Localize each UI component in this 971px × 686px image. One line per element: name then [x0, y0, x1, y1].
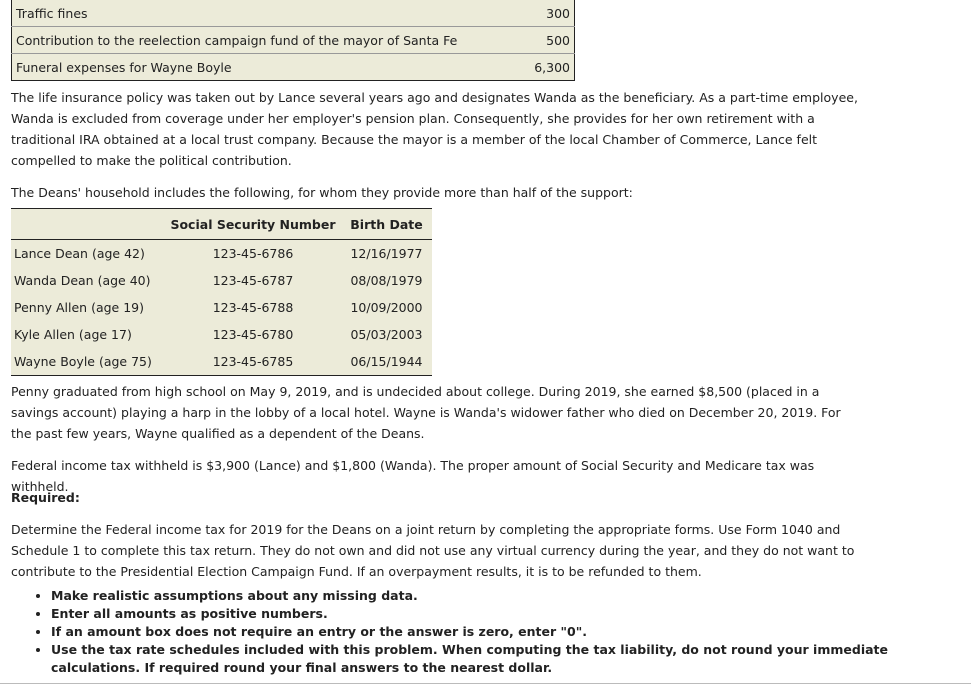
required-heading: Required: [11, 490, 80, 505]
household-intro-paragraph: The Deans' household includes the following, for whom they provide more than half of the support: [11, 185, 633, 200]
instructions-list [11, 587, 951, 677]
table-row [12, 0, 575, 27]
dependent-ssn: 123-45-6786 [165, 240, 341, 268]
dependent-name: Wanda Dean (age 40) [11, 267, 165, 294]
dependent-name: Penny Allen (age 19) [11, 294, 165, 321]
bottom-divider [0, 683, 971, 684]
birth-date-column-header: Birth Date [341, 209, 432, 240]
table-row [12, 54, 575, 81]
expense-amount: 300 [546, 5, 570, 21]
dependent-birth-date: 08/08/1979 [341, 267, 432, 294]
expense-amount: 500 [486, 27, 575, 54]
dependent-birth-date: 05/03/2003 [341, 321, 432, 348]
expense-label: Funeral expenses for Wayne Boyle [12, 54, 487, 81]
table-header-row [11, 209, 432, 240]
dependent-name: Kyle Allen (age 17) [11, 321, 165, 348]
dependent-ssn: 123-45-6788 [165, 294, 341, 321]
required-paragraph: Determine the Federal income tax for 2019 for the Deans on a joint return by completing the appropriate forms. Use Form 1040 and Schedule 1 to complete this tax return. They do not own and did not use any virtual currency during the year, and they do not want to contribute to the Presidential Election Campaign Fund. If an overpayment results, it is to be refunded to them. [11, 522, 855, 579]
dependent-name: Lance Dean (age 42) [11, 240, 165, 268]
dependents-table [11, 208, 432, 376]
ssn-column-header: Social Security Number [165, 209, 341, 240]
table-row [11, 348, 432, 376]
table-row [11, 294, 432, 321]
name-column-header [11, 209, 165, 240]
expense-amount: 6,300 [486, 54, 575, 81]
withholding-paragraph: Federal income tax withheld is $3,900 (Lance) and $1,800 (Wanda). The proper amount of Social Security and Medicare tax was withheld. [11, 458, 815, 494]
table-row [12, 27, 575, 54]
list-item: • Use the tax rate schedules included with this problem. When computing the tax liability, do not round your immediate calculations. If required round your final answers to the nearest dollar. [51, 641, 951, 677]
dependent-name: Wayne Boyle (age 75) [11, 348, 165, 376]
dependent-ssn: 123-45-6785 [165, 348, 341, 376]
list-item: • Make realistic assumptions about any missing data. [51, 587, 951, 605]
expense-label: Traffic fines [16, 5, 88, 21]
life-insurance-paragraph: The life insurance policy was taken out by Lance several years ago and designates Wanda as the beneficiary. As a part-time employee, Wanda is excluded from coverage under her employer's pension plan. Consequently, she provides for her own retirement with a traditional IRA obtained at a local trust company. Because the mayor is a member of the local Chamber of Commerce, Lance felt compelled to make the political contribution. [11, 90, 858, 168]
expense-label: Contribution to the reelection campaign fund of the mayor of Santa Fe [12, 27, 487, 54]
dependent-birth-date: 06/15/1944 [341, 348, 432, 376]
list-item: • If an amount box does not require an entry or the answer is zero, enter "0". [51, 623, 951, 641]
dependent-birth-date: 12/16/1977 [341, 240, 432, 268]
table-row [11, 267, 432, 294]
dependent-ssn: 123-45-6780 [165, 321, 341, 348]
table-row [11, 321, 432, 348]
list-item: • Enter all amounts as positive numbers. [51, 605, 951, 623]
table-row [11, 240, 432, 268]
dependent-ssn: 123-45-6787 [165, 267, 341, 294]
dependent-birth-date: 10/09/2000 [341, 294, 432, 321]
expenses-table [11, 0, 575, 81]
penny-paragraph: Penny graduated from high school on May 9, 2019, and is undecided about college. During 2019, she earned $8,500 (placed in a savings account) playing a harp in the lobby of a local hotel. Wayne is Wanda's widower father who died on December 20, 2019. For the past few years, Wayne qualified as a dependent of the Deans. [11, 384, 841, 441]
